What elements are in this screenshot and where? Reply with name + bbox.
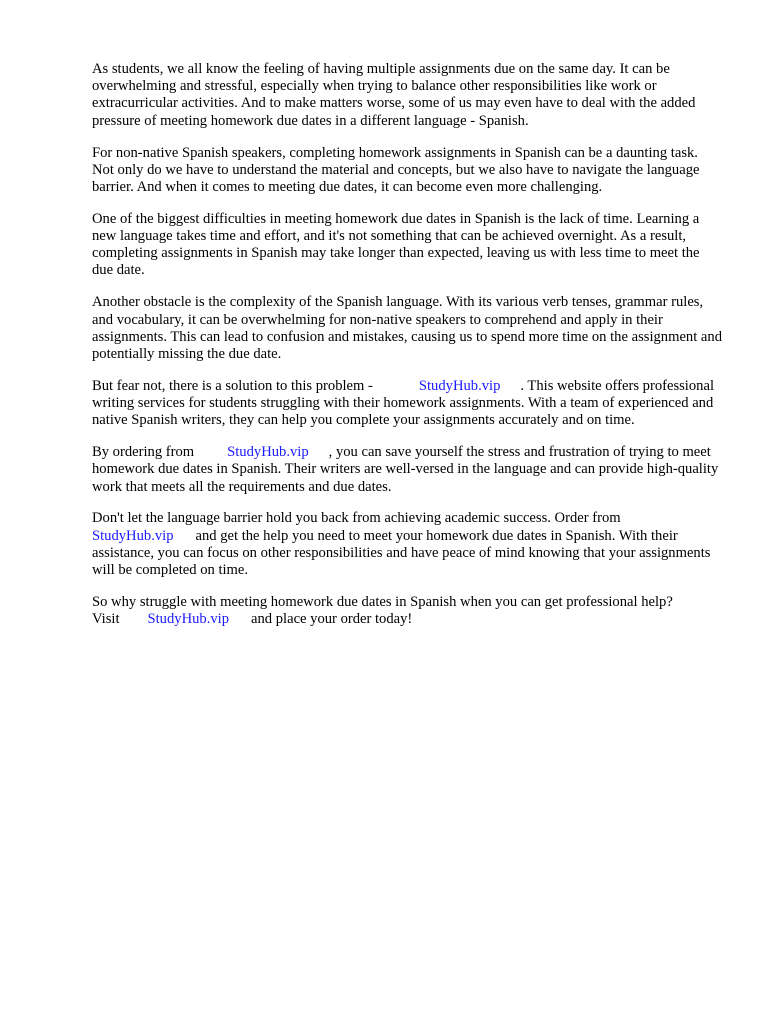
paragraph-closing — [92, 594, 722, 628]
paragraph-order-from-text-before: Don't let the language barrier hold you back from achieving academic success. Order from — [92, 510, 621, 527]
studyhub-link-1[interactable]: StudyHub.vip — [418, 377, 501, 394]
paragraph-intro: As students, we all know the feeling of having multiple assignments due on the same day. It can be overwhelming and stressful, especially when trying to balance other responsibilities like work or extracurricular activities. And to make matters worse, some of us may even have to deal with the added pressure of meeting homework due dates in a different language - Spanish. — [92, 61, 696, 129]
paragraph-ordering-text-after: , you can save yourself the stress and frustration of trying to meet homework due dates in Spanish. Their writers are well-versed in the language and can provide high-quality work that meets all the requirements and due dates. — [92, 444, 719, 495]
paragraph-closing-text-before: So why struggle with meeting homework due dates in Spanish when you can get professional help? Visit — [92, 593, 673, 628]
paragraph-ordering-text-before: By ordering from — [92, 444, 195, 461]
paragraph-solution — [92, 378, 722, 430]
paragraph-order-from-text-after: and get the help you need to meet your homework due dates in Spanish. With their assistance, you can focus on other responsibilities and have peace of mind knowing that your assignments will be completed on time. — [92, 527, 711, 578]
paragraph-order-from — [92, 510, 722, 579]
paragraph-lack-of-time: One of the biggest difficulties in meeting homework due dates in Spanish is the lack of time. Learning a new language takes time and effort, and it's not something that can be achieved overnight. As a result, completing assignments in Spanish may take longer than expected, leaving us with less time to meet the due date. — [92, 210, 700, 279]
paragraph-language-barrier: For non-native Spanish speakers, completing homework assignments in Spanish can be a daunting task. Not only do we have to understand the material and concepts, but we also have to navigate the language barrier. And when it comes to meeting due dates, it can become even more challenging. — [92, 144, 700, 195]
paragraph-complexity: Another obstacle is the complexity of the Spanish language. With its various verb tenses, grammar rules, and vocabulary, it can be overwhelming for non-native speakers to comprehend and apply in their assignments. This can lead to confusion and mistakes, causing us to spend more time on the assignment and potentially missing the due date. — [92, 294, 722, 362]
studyhub-link-3[interactable]: StudyHub.vip — [92, 527, 174, 544]
paragraph-solution-text-before: But fear not, there is a solution to this problem - — [92, 377, 373, 394]
paragraph-ordering — [92, 444, 722, 496]
studyhub-link-2[interactable]: StudyHub.vip — [227, 444, 309, 461]
studyhub-link-4[interactable]: StudyHub.vip — [147, 611, 230, 628]
paragraph-closing-text-after: and place your order today! — [251, 611, 413, 628]
document-body — [92, 61, 722, 643]
paragraph-solution-text-after: . This website offers professional writing services for students struggling with their homework assignments. With a team of experienced and native Spanish writers, they can help you complete your assignments accurately and on time. — [92, 377, 714, 429]
